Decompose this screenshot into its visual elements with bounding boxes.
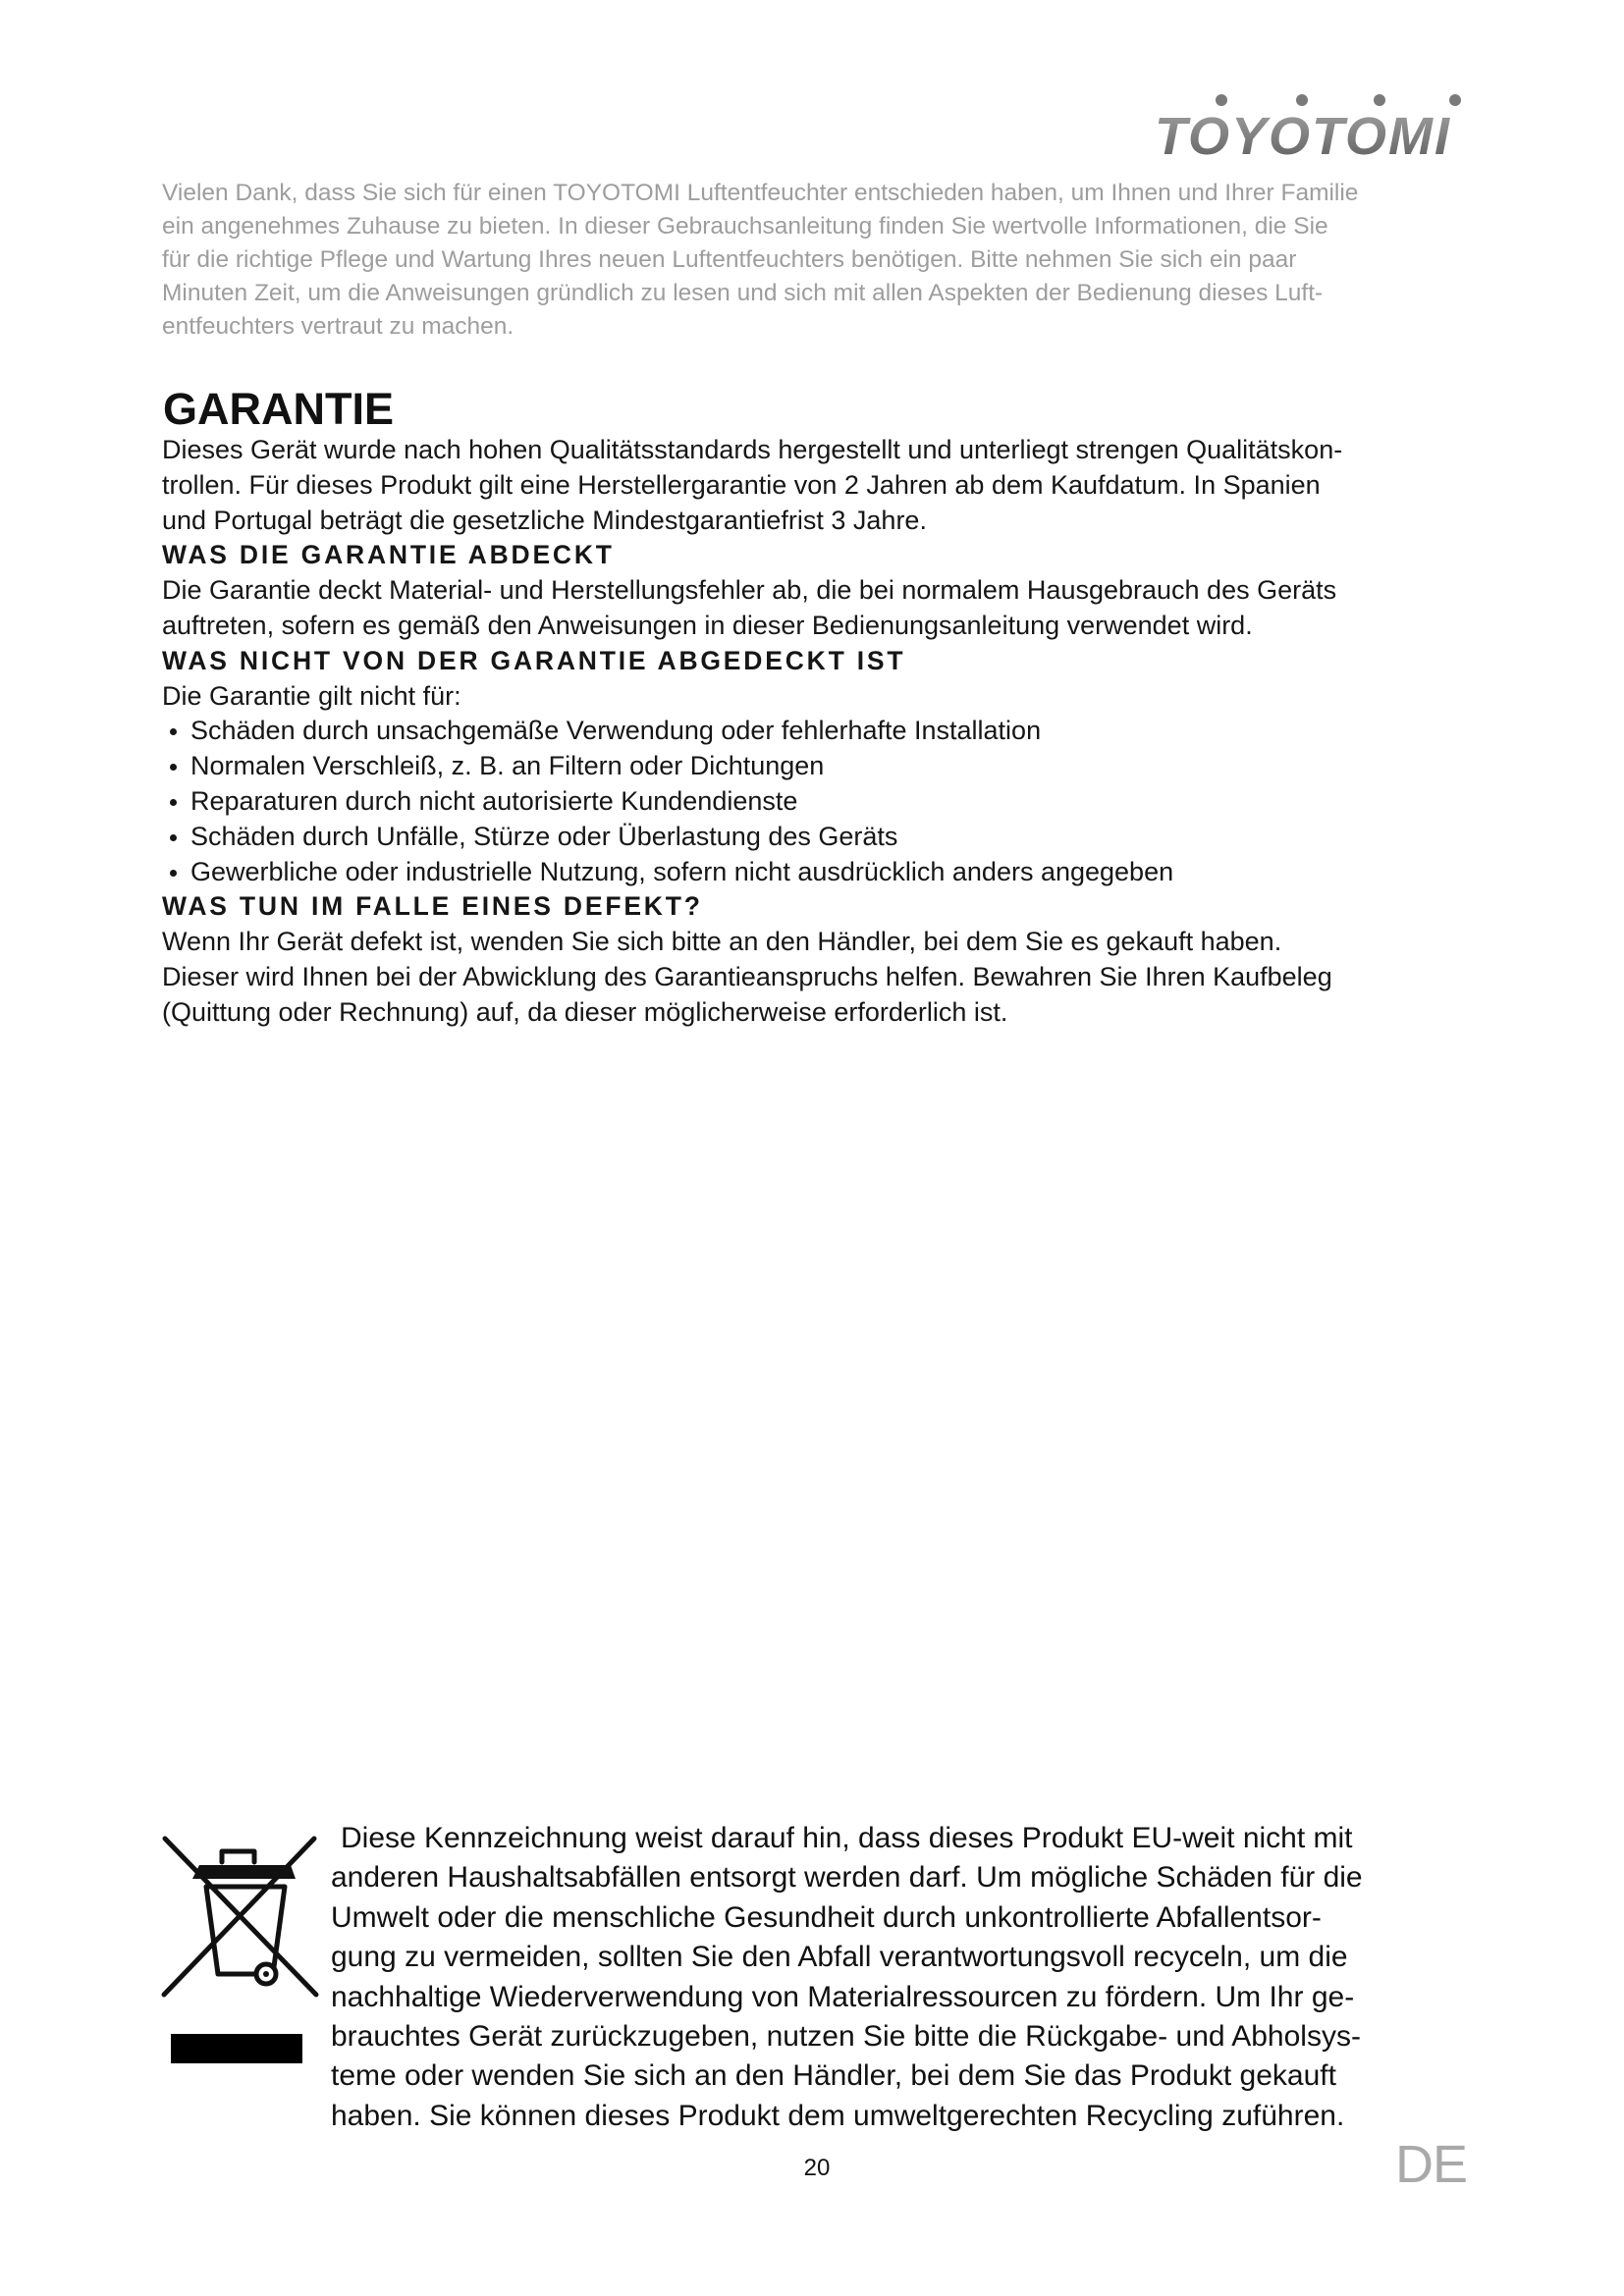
disposal-line: haben. Sie können dieses Produkt dem umweltgerechten Recycling zuführen. [331,2099,1345,2132]
warranty-intro-line: trollen. Für dieses Produkt gilt eine Herstellergarantie von 2 Jahren ab dem Kaufdatum. In Spanien [162,469,1321,500]
intro-line: Minuten Zeit, um die Anweisungen gründlich zu lesen und sich mit allen Aspekten der Bedienung dieses Luft- [162,280,1324,307]
defect-line: Dieser wird Ihnen bei der Abwicklung des Garantieanspruchs helfen. Bewahren Sie Ihren Kaufbeleg [162,961,1332,991]
not-covered-heading: WAS NICHT VON DER GARANTIE ABGEDECKT IST [162,645,906,675]
intro-line: für die richtige Pflege und Wartung Ihres neuen Luftentfeuchters benötigen. Bitte nehmen Sie sich ein paar [162,246,1297,274]
disposal-line: Umwelt oder die menschliche Gesundheit durch unkontrollierte Abfallentsor- [331,1900,1322,1934]
disposal-line: teme oder wenden Sie sich an den Händler, bei dem Sie das Produkt gekauft [331,2059,1336,2093]
covered-line: Die Garantie deckt Material- und Herstellungsfehler ab, die bei normalem Hausgebrauch des Geräts [162,575,1337,606]
logo-wordmark: TOYOTOMI [1155,107,1452,163]
intro-line: entfeuchters vertraut zu machen. [162,313,514,341]
intro-line: Vielen Dank, dass Sie sich für einen TOYOTOMI Luftentfeuchter entschieden haben, um Ihnen und Ihrer Familie [162,180,1359,206]
defect-line: Wenn Ihr Gerät defekt ist, wenden Sie sich bitte an den Händler, bei dem Sie es gekauft haben. [162,927,1282,957]
disposal-line: gung zu vermeiden, sollten Sie den Abfall verantwortungsvoll recyceln, um die [331,1941,1348,1974]
list-item: Schäden durch unsachgemäße Verwendung oder fehlerhafte Installation [162,714,1342,749]
bin-body [206,1887,285,1974]
logo-dot [1374,94,1385,106]
covered-line: auftreten, sofern es gemäß den Anweisungen in dieser Bedienungsanleitung verwendet wird. [162,610,1253,640]
page-number: 20 [803,2155,831,2181]
list-item: Gewerbliche oder industrielle Nutzung, sofern nicht ausdrücklich anders angegeben [162,855,1342,890]
language-tag: DE [1394,2135,1467,2194]
disposal-line: brauchtes Gerät zurückzugeben, nutzen Sie bitte die Rückgabe- und Abholsys- [331,2020,1361,2054]
covered-heading: WAS DIE GARANTIE ABDECKT [162,540,615,570]
defect-heading: WAS TUN IM FALLE EINES DEFEKT? [162,891,703,922]
bin-handle [222,1851,254,1862]
not-covered-intro: Die Garantie gilt nicht für: [162,680,461,711]
bin-wheel-hub [263,1971,269,1977]
disposal-line: anderen Haushaltsabfällen entsorgt werden darf. Um mögliche Schäden für die [331,1861,1363,1895]
logo-dot [1449,94,1461,106]
disposal-line: Diese Kennzeichnung weist darauf hin, dass dieses Produkt EU-weit nicht mit [341,1822,1353,1854]
disposal-paragraph [331,1819,1363,2136]
disposal-line: nachhaltige Wiederverwendung von Materialressourcen zu fördern. Um Ihr ge- [331,1980,1355,2013]
intro-paragraph [162,177,1358,344]
page-title: GARANTIE [163,384,394,434]
list-item: Schäden durch Unfälle, Stürze oder Überlastung des Geräts [162,820,1342,855]
warranty-intro-line: und Portugal beträgt die gesetzliche Mindestgarantiefrist 3 Jahre. [162,505,927,535]
crossed-out-wheelie-bin-icon [160,1831,322,2066]
bin-lid [192,1865,296,1879]
weee-black-bar [171,2034,302,2063]
toyotomi-logo [1149,86,1473,163]
defect-line: (Quittung oder Rechnung) auf, da dieser möglicherweise erforderlich ist. [162,996,1008,1027]
list-item: Reparaturen durch nicht autorisierte Kundendienste [162,784,1342,820]
intro-line: ein angenehmes Zuhause zu bieten. In dieser Gebrauchsanleitung finden Sie wertvolle Informationen, die Sie [162,213,1328,240]
logo-dot [1296,94,1308,106]
list-item: Normalen Verschleiß, z. B. an Filtern oder Dichtungen [162,749,1342,784]
warranty-intro-line: Dieses Gerät wurde nach hohen Qualitätsstandards hergestellt und unterliegt strengen Qualitätskon- [162,435,1343,464]
logo-dot [1216,94,1227,106]
warranty-section [162,433,1342,1031]
